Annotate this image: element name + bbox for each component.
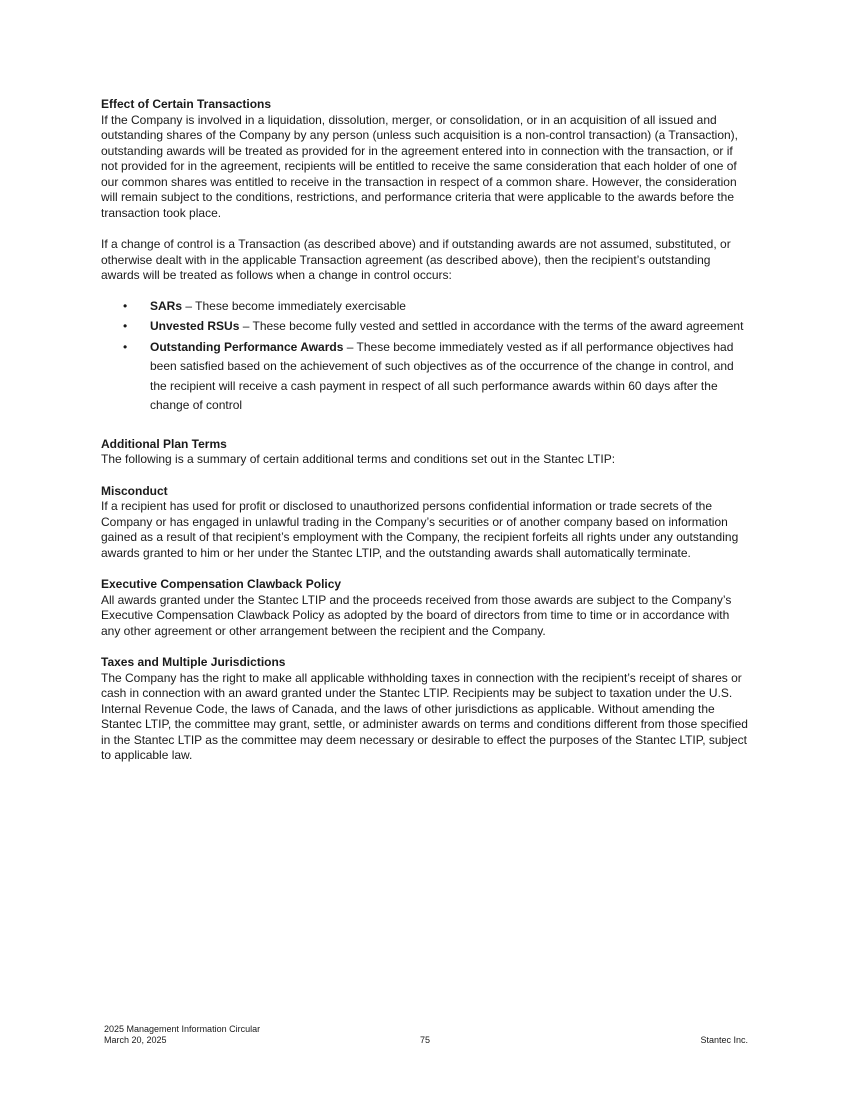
bullet-list — [101, 297, 751, 416]
section-heading: Effect of Certain Transactions — [101, 97, 272, 111]
section-misconduct — [101, 484, 751, 562]
section-taxes-and-jurisdictions — [101, 655, 751, 764]
paragraph: If a change of control is a Transaction (as described above) and if outstanding awards are not assumed, substituted, or otherwise dealt with in the applicable Transaction agreement (as described above), then the recipient’s outstanding awards will be treated as follows when a change in control occurs: — [101, 237, 731, 282]
bullet-icon: • — [123, 298, 128, 313]
list-item-term: SARs — [150, 298, 183, 313]
page-content — [101, 97, 751, 764]
footer-document-title: 2025 Management Information Circular — [104, 1024, 261, 1034]
list-item-text: – These become immediately vested as if all performance objectives had been satisfied based on the achievement of such objectives as of the occurrence of the change in control, and the recipient will receive a cash payment in respect of all such performance awards within 60 days after the change of control — [150, 339, 734, 412]
section-clawback-policy — [101, 577, 751, 639]
section-heading: Executive Compensation Clawback Policy — [101, 577, 342, 591]
paragraph: The following is a summary of certain additional terms and conditions set out in the Stantec LTIP: — [101, 452, 616, 466]
paragraph: If the Company is involved in a liquidation, dissolution, merger, or consolidation, or in an acquisition of all issued and outstanding shares of the Company by any person (unless such acquisition is a non-control transaction) (a Transaction), outstanding awards will be treated as provided for in the agreement entered into in connection with the transaction, or if not provided for in the agreement, recipients will be entitled to receive the same consideration that each holder of one of our common shares was entitled to receive in the transaction in respect of a common share. However, the consideration will remain subject to the conditions, restrictions, and performance criteria that were applicable to the awards before the transaction took place. — [101, 112, 739, 220]
section-effect-of-certain-transactions — [101, 97, 751, 416]
list-item-text: – These become fully vested and settled in accordance with the terms of the award agreement — [239, 319, 744, 333]
paragraph: All awards granted under the Stantec LTIP and the proceeds received from those awards are subject to the Company’s Executive Compensation Clawback Policy as adopted by the board of directors from time to time or in accordance with any other agreement or other arrangement between the recipient and the Company. — [101, 592, 732, 638]
section-additional-plan-terms — [101, 437, 751, 468]
section-heading: Misconduct — [101, 483, 168, 498]
bullet-icon: • — [123, 339, 128, 354]
footer-company: Stantec Inc. — [700, 1035, 748, 1045]
list-item — [101, 338, 751, 416]
section-heading: Additional Plan Terms — [101, 436, 227, 451]
paragraph: If a recipient has used for profit or disclosed to unauthorized persons confidential information or trade secrets of the Company or has engaged in unlawful trading in the Company’s securities or of another company based on information gained as a result of that recipient’s employment with the Company, the recipient forfeits all rights under any outstanding awards granted to him or her under the Stantec LTIP, and the outstanding awards shall automatically terminate. — [101, 499, 739, 560]
list-item — [101, 317, 751, 337]
list-item-term: Unvested RSUs — [150, 319, 240, 333]
footer-date: March 20, 2025 — [104, 1035, 167, 1045]
footer-left — [104, 1024, 260, 1046]
paragraph: The Company has the right to make all applicable withholding taxes in connection with the recipient’s receipt of shares or cash in connection with an award granted under the Stantec LTIP. Recipients may be subject to taxation under the U.S. Internal Revenue Code, the laws of Canada, and the laws of other jurisdictions as applicable. Without amending the Stantec LTIP, the committee may grant, settle, or administer awards on terms and conditions different from those specified in the Stantec LTIP as the committee may deem necessary or desirable to effect the purposes of the Stantec LTIP, subject to applicable law. — [101, 670, 748, 762]
list-item-text: – These become immediately exercisable — [182, 298, 406, 313]
page-number: 75 — [420, 1035, 431, 1045]
bullet-icon: • — [123, 319, 128, 333]
list-item — [101, 297, 751, 317]
section-heading: Taxes and Multiple Jurisdictions — [101, 655, 286, 669]
list-item-term: Outstanding Performance Awards — [150, 339, 344, 354]
